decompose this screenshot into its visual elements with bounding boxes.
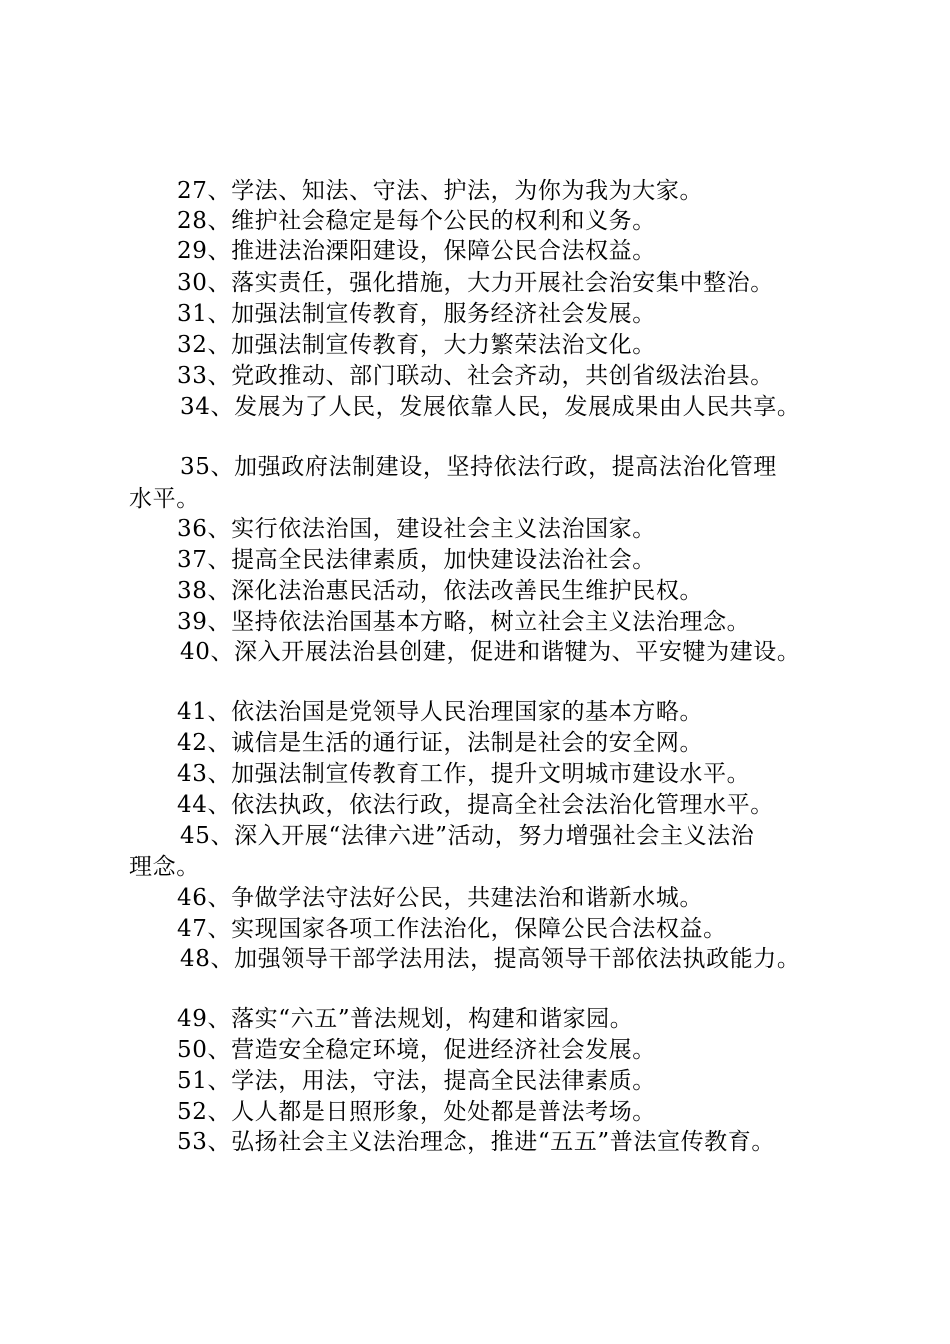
- slogan-line-35: 35、加强政府法制建设，坚持依法行政，提高法治化管理: [180, 454, 777, 480]
- slogan-line-29: 29、推进法治溧阳建设，保障公民合法权益。: [177, 238, 656, 264]
- slogan-line-38: 38、深化法治惠民活动，依法改善民生维护民权。: [177, 578, 704, 604]
- slogan-line-53: 53、弘扬社会主义法治理念，推进“五五”普法宣传教育。: [177, 1129, 775, 1155]
- slogan-line-30: 30、落实责任，强化措施，大力开展社会治安集中整治。: [177, 270, 774, 296]
- slogan-line-43: 43、加强法制宣传教育工作，提升文明城市建设水平。: [177, 761, 751, 787]
- slogan-line-45-continuation: 理念。: [129, 854, 200, 880]
- slogan-line-41: 41、依法治国是党领导人民治理国家的基本方略。: [177, 699, 704, 725]
- slogan-line-44: 44、依法执政，依法行政，提高全社会法治化管理水平。: [177, 792, 774, 818]
- slogan-line-32: 32、加强法制宣传教育，大力繁荣法治文化。: [177, 332, 656, 358]
- slogan-line-52: 52、人人都是日照形象，处处都是普法考场。: [177, 1099, 656, 1125]
- slogan-line-42: 42、诚信是生活的通行证，法制是社会的安全网。: [177, 730, 704, 756]
- slogan-line-33: 33、党政推动、部门联动、社会齐动，共创省级法治县。: [177, 363, 774, 389]
- slogan-line-48: 48、加强领导干部学法用法，提高领导干部依法执政能力。: [180, 946, 801, 972]
- slogan-line-45: 45、深入开展“法律六进”活动，努力增强社会主义法治: [180, 823, 755, 849]
- slogan-line-50: 50、营造安全稳定环境，促进经济社会发展。: [177, 1037, 656, 1063]
- slogan-line-51: 51、学法，用法，守法，提高全民法律素质。: [177, 1068, 656, 1094]
- slogan-line-28: 28、维护社会稳定是每个公民的权利和义务。: [177, 208, 656, 234]
- slogan-line-49: 49、落实“六五”普法规划，构建和谐家园。: [177, 1006, 634, 1032]
- slogan-line-34: 34、发展为了人民，发展依靠人民，发展成果由人民共享。: [180, 394, 801, 420]
- slogan-line-27: 27、学法、知法、守法、护法，为你为我为大家。: [177, 178, 704, 204]
- slogan-line-46: 46、争做学法守法好公民，共建法治和谐新水城。: [177, 885, 704, 911]
- slogan-line-37: 37、提高全民法律素质，加快建设法治社会。: [177, 547, 656, 573]
- slogan-line-39: 39、坚持依法治国基本方略，树立社会主义法治理念。: [177, 609, 751, 635]
- slogan-line-40: 40、深入开展法治县创建，促进和谐犍为、平安犍为建设。: [180, 639, 801, 665]
- slogan-line-47: 47、实现国家各项工作法治化，保障公民合法权益。: [177, 916, 727, 942]
- slogan-line-36: 36、实行依法治国，建设社会主义法治国家。: [177, 516, 656, 542]
- slogan-line-35-continuation: 水平。: [129, 486, 200, 512]
- slogan-line-31: 31、加强法制宣传教育，服务经济社会发展。: [177, 301, 656, 327]
